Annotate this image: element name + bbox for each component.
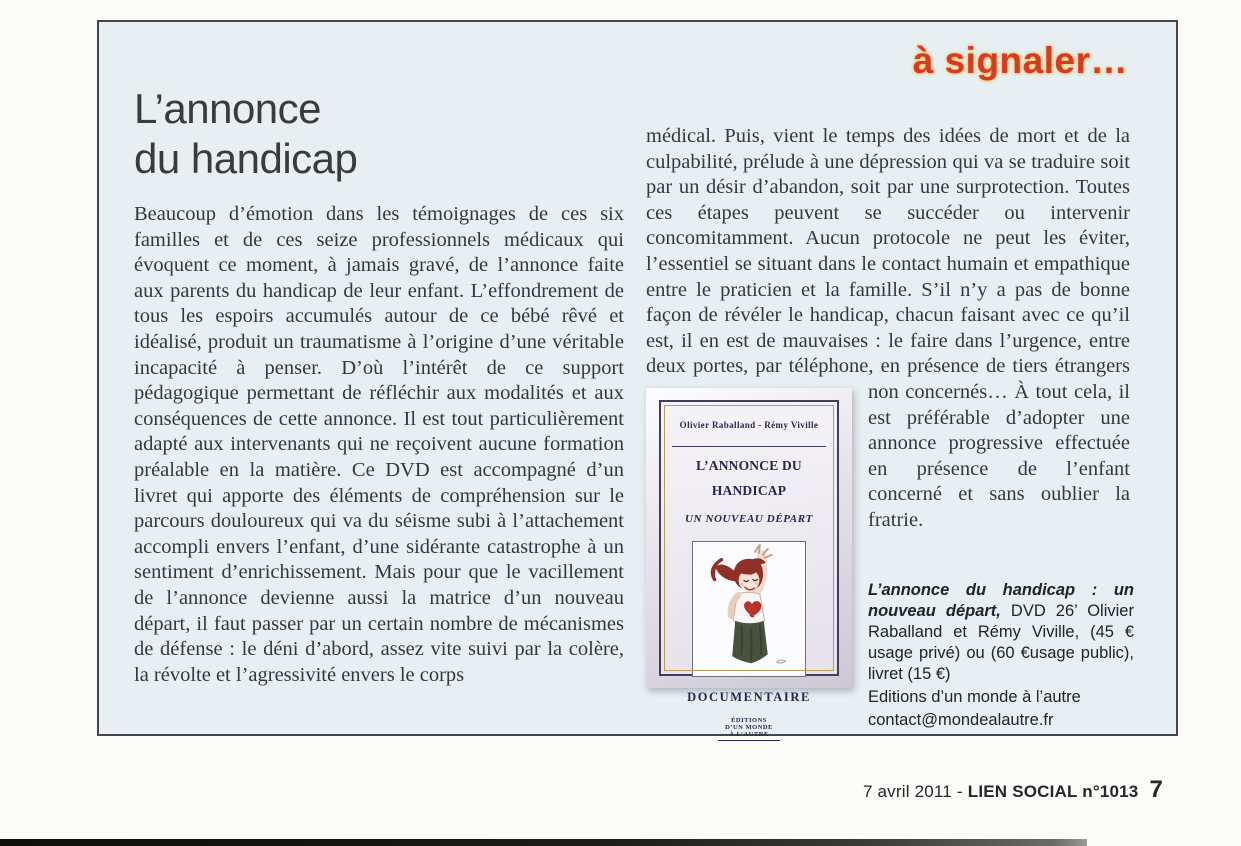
article-title — [134, 84, 357, 184]
dvd-genre-label: DOCUMENTAIRE — [687, 690, 811, 705]
dvd-rule-divider — [672, 446, 826, 447]
right-column-text-before-image: médical. Puis, vient le temps des idées de mort et de la culpabilité, prélude à une dépression qui va se traduire soit par un désir d’abandon, soit par une surprotection. Toutes ces étapes peuvent se succéder ou intervenir concomitamment. Aucun protocole ne peut les éviter, l’essentiel se situant dans le contact humain et empathique entre le praticien et la famille. S’il n’y a pas de bonne façon de révéler le handicap, chacun faisant avec ce qu’il est, il en est de mauvaises : le faire dans l’urgence, entre deux portes, par téléphone, en présence de tiers étrangers non concernés… À tout — [646, 125, 1130, 403]
dvd-publisher-line-1: ÉDITIONS — [731, 716, 767, 724]
article-title-line-1: L’annonce — [134, 85, 322, 132]
footer-publication: LIEN SOCIAL n°1013 — [967, 782, 1139, 801]
dvd-title: L’ANNONCE DU HANDICAP — [696, 457, 802, 499]
article-title-line-2: du handicap — [134, 135, 358, 182]
girl-drawing-icon — [693, 542, 805, 676]
dvd-cover-photo — [646, 388, 852, 738]
footer-date: 7 avril 2011 - — [862, 782, 963, 801]
dvd-subtitle: UN NOUVEAU DÉPART — [685, 512, 813, 525]
dvd-caption — [868, 580, 1134, 731]
article-panel — [97, 20, 1178, 736]
caption-details: DVD 26’ Olivier Raballand et Rémy Viville, (45 € usage privé) ou (60 €usage public), livret (15 €) — [868, 602, 1134, 683]
page-number: 7 — [1149, 776, 1163, 803]
dvd-cover-card — [659, 400, 839, 738]
dvd-illustration — [692, 541, 806, 677]
caption-title: L’annonce du handicap : un nouveau départ, — [868, 581, 1134, 620]
scanner-edge-artifact — [0, 839, 1087, 846]
section-heading: à signaler… — [912, 40, 1128, 81]
left-column-text: Beaucoup d’émotion dans les témoignages de ces six familles et de ces seize professionnels médicaux qui évoquent ce moment, à jamais gravé, de l’annonce faite aux parents du handicap de leur enfant. L’effondrement de tous les espoirs accumulés autour de ce bébé rêvé et idéalisé, produit un traumatisme à l’origine d’une véritable incapacité à penser. D’où l’intérêt de ce support pédagogique permettant de réfléchir aux modalités et aux conséquences de cette annonce. Il est tout particulièrement adapté aux intervenants qui ne reçoivent aucune formation préalable en la matière. Ce DVD est accompagné d’un livret qui apporte des éléments de compréhension sur le parcours douloureux qui va du séisme subi à l’attachement accompli envers l’enfant, d’une sidérante catastrophe à un sentiment d’enrichissement. Mais pour que le vacillement de l’annonce devienne aussi la matrice d’un nouveau départ, il faut passer par un certain nombre de mécanismes de défense : le déni d’abord, assez vite suivi par la colère, la révolte et l’agressivité envers le corps — [134, 203, 624, 686]
dvd-authors: Olivier Raballand - Rémy Viville — [679, 419, 819, 430]
right-column-text-wrap: cela, il est préférable d’adopter une annonce progressive effectuée en présence de l’enfant concerné et sans oublier la fratrie. — [868, 380, 1130, 531]
caption-main — [868, 580, 1134, 685]
dvd-publisher-line-2: D’UN MONDE — [725, 723, 773, 731]
page-footer — [863, 776, 1163, 804]
caption-email: contact@mondealautre.fr — [868, 711, 1054, 729]
caption-publisher: Editions d’un monde à l’autre — [868, 688, 1081, 706]
dvd-publisher-logo — [718, 717, 780, 741]
dvd-publisher-line-3: À L’AUTRE — [729, 730, 769, 738]
